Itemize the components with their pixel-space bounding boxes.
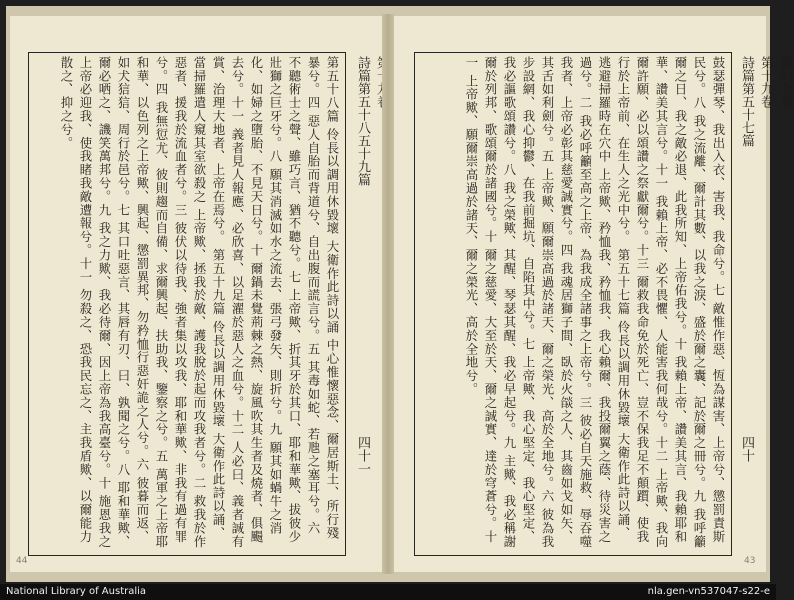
- footer-identifier: nla.gen-vn537047-s22-e: [647, 586, 770, 597]
- left-folio: 44: [16, 556, 28, 566]
- right-page: [394, 16, 792, 572]
- book-spread: [6, 6, 792, 582]
- right-margin-header: [737, 56, 794, 163]
- left-page-number: 四十一: [355, 436, 370, 475]
- right-margin-book: 詩篇第五十七篇: [739, 56, 754, 147]
- right-folio: 43: [744, 556, 756, 566]
- left-page: [10, 16, 382, 572]
- library-footer: [0, 584, 776, 600]
- right-margin-title: 舊約全書: [777, 56, 792, 108]
- left-margin-book: 詩篇第五十八五十九篇: [355, 56, 370, 186]
- left-page-text: 第五十八篇 伶長以調用休毀壞 大衛作此詩以誦 中心惟懷惡念、爾居斯土、所行殘暴兮。四 惡人自胎而背道兮、自出腹而謊言兮。五 其毒如蛇、若虺之塞耳兮。六 不聽術士之聲、雖巧言、猶不聽兮。七 上帝歟、折其牙於其口、耶和華歟、拔彼少壯獅之巨牙兮。八 願其消滅如水之流去、張弓發矢、則折兮。九 願其如蝸牛之消化、如婦之墮胎、不見天日兮。十 爾鍋未覺荊棘之熱、旋風吹其生者及燒者、俱颺去兮。十一 義者見人報應、必欣喜、以足濯於惡人之血兮。十二 人必曰、義者誠有賞、治理大地者、上帝在焉兮。 第五十九篇 伶長以調用休毀壞 大衛作此詩以誦、當掃羅遣人窺其室欲殺之 上帝歟、拯我於敵、護我脫於起而攻我者兮。二 救我於作惡者、援我於流血者兮。三 彼伏以待我、強者集以攻我、耶和華歟、非我有過有罪兮。四 我無愆尤、彼則趨而自備、求爾興起、扶助我、鑒察之兮。五 萬軍之上帝耶和華、以色列之上帝歟、興起、懲罰異邦、勿矜恤行惡奸詭之人兮。六 彼暮而返、如犬狺狺、周行於邑兮。七 其口吐惡言、其唇有刃、曰、孰聞之兮。八 耶和華歟、爾必哂之、譏笑萬邦兮。九 我之力歟、我必待爾、因上帝為我高臺兮。十 施恩我之上帝必迎我、使我睹我敵遭報兮。十一 勿殺之、恐我民忘之、主我盾歟、以爾能力散之、抑之兮。: [59, 56, 340, 549]
- book-gutter: [382, 14, 394, 574]
- right-margin-volume: 第十九卷: [758, 56, 773, 108]
- footer-credit: National Library of Australia: [6, 586, 147, 597]
- right-page-number: 四十: [739, 436, 754, 462]
- right-page-text: 鼓瑟彈琴、我出入衣、害我、我命兮。七 敵惟作惡、恆為謀害、上帝兮、懲罰責斯民兮。八 我之流離、爾計其數、以我之淚、盛於爾之囊、記於爾之冊兮。九 我呼籲爾之日、我之敵必退、此我所知、上帝佑我兮。十 我賴上帝、讚美其言、我賴耶和華、讚美其言兮。十一 我賴上帝、必不畏懼、人能害我何哉兮。十二 上帝歟、我向爾許願、必以頌讚之祭獻爾兮。十三 爾救我命免於死亡、豈不保我足不顛躓、使我行於上帝前、在生人之光中兮。 第五十七篇 伶長以調用休毀壞 大衛作此詩以誦、逃避掃羅時在穴中 上帝歟、矜恤我、矜恤我、我心賴爾、我投爾翼之蔭、待災害之過兮。二 我必呼籲至高之上帝、為我成全諸事之上帝兮。三 彼必自天施救、辱吞噬我者、上帝必彰其慈愛誠實兮。四 我魂居獅子間、臥於火燄之人、其齒如戈如矢、其舌如利劍兮。五 上帝歟、願爾崇高過於諸天、爾之榮光、高於全地兮。六 彼為我步設網、我心抑鬱、在我前掘坑、自陷其中兮。七 上帝歟、我心堅定、我心堅定、我必謳歌頌讚兮。八 我之榮歟、其醒、琴瑟其醒、我必早起兮。九 主歟、我必稱謝爾於列邦、歌頌爾於諸國兮。十 爾之慈愛、大至於天、爾之誠實、達於穹蒼兮。十一 上帝歟、願爾崇高過於諸天、爾之榮光、高於全地兮。: [464, 56, 726, 549]
